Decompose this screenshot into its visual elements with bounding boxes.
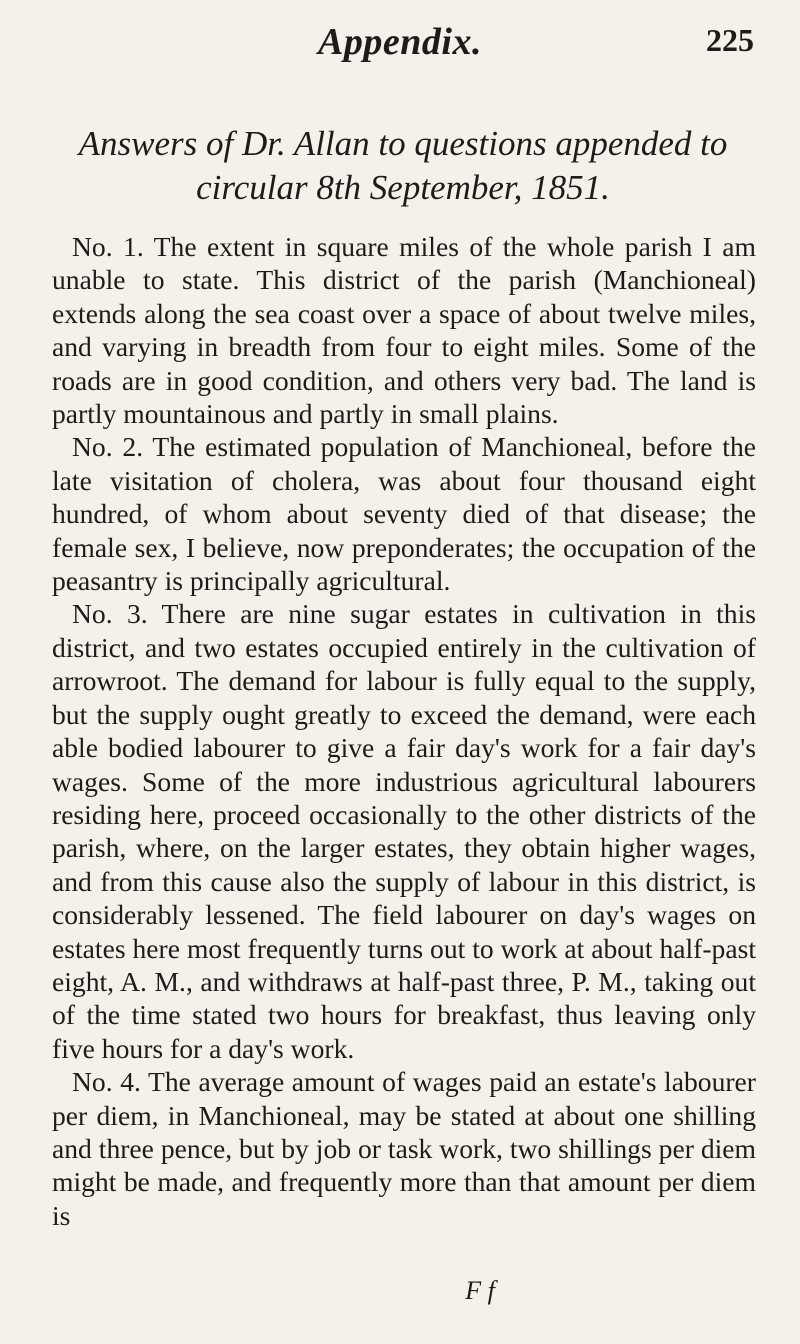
running-head: Appendix. (318, 21, 482, 63)
answer-paragraph-1: No. 1. The extent in square miles of the whole parish I am unable to state. This district of the parish (Manchioneal) extends along the sea coast over a space of about twelve miles, and varying in breadth from four to eight miles. Some of the roads are in good condition, and others very bad. The land is partly mountainous and partly in small plains. (52, 231, 756, 430)
signature-mark: F f (465, 1276, 495, 1305)
answer-paragraph-3: No. 3. There are nine sugar estates in cultivation in this district, and two estates occupied entirely in the cultivation of arrowroot. The demand for labour is fully equal to the supply, but the supply ought greatly to exceed the demand, were each able bodied labourer to give a fair day's work for a fair day's wages. Some of the more industrious agricultural labourers residing here, proceed occasionally to the other districts of the parish, where, on the larger estates, they obtain higher wages, and from this cause also the supply of labour in this district, is considerably lessened. The field labourer on day's wages on estates here most frequently turns out to work at about half-past eight, A. M., and withdraws at half-past three, P. M., taking out of the time stated two hours for breakfast, thus leaving only five hours for a day's work. (52, 598, 756, 1064)
section-title: Answers of Dr. Allan to questions appended to circular 8th September, 1851. (78, 124, 728, 207)
body-text (52, 230, 756, 1232)
answer-paragraph-2: No. 2. The estimated population of Manchioneal, before the late visitation of cholera, was about four thousand eight hundred, of whom about seventy died of that disease; the female sex, I believe, now preponderates; the occupation of the peasantry is principally agricultural. (52, 431, 756, 597)
page-header (0, 14, 800, 74)
page-number: 225 (706, 22, 754, 58)
answer-paragraph-4: No. 4. The average amount of wages paid an estate's labourer per diem, in Manchioneal, may be stated at about one shilling and three pence, but by job or task work, two shillings per diem might be made, and frequently more than that amount per diem is (52, 1066, 756, 1231)
